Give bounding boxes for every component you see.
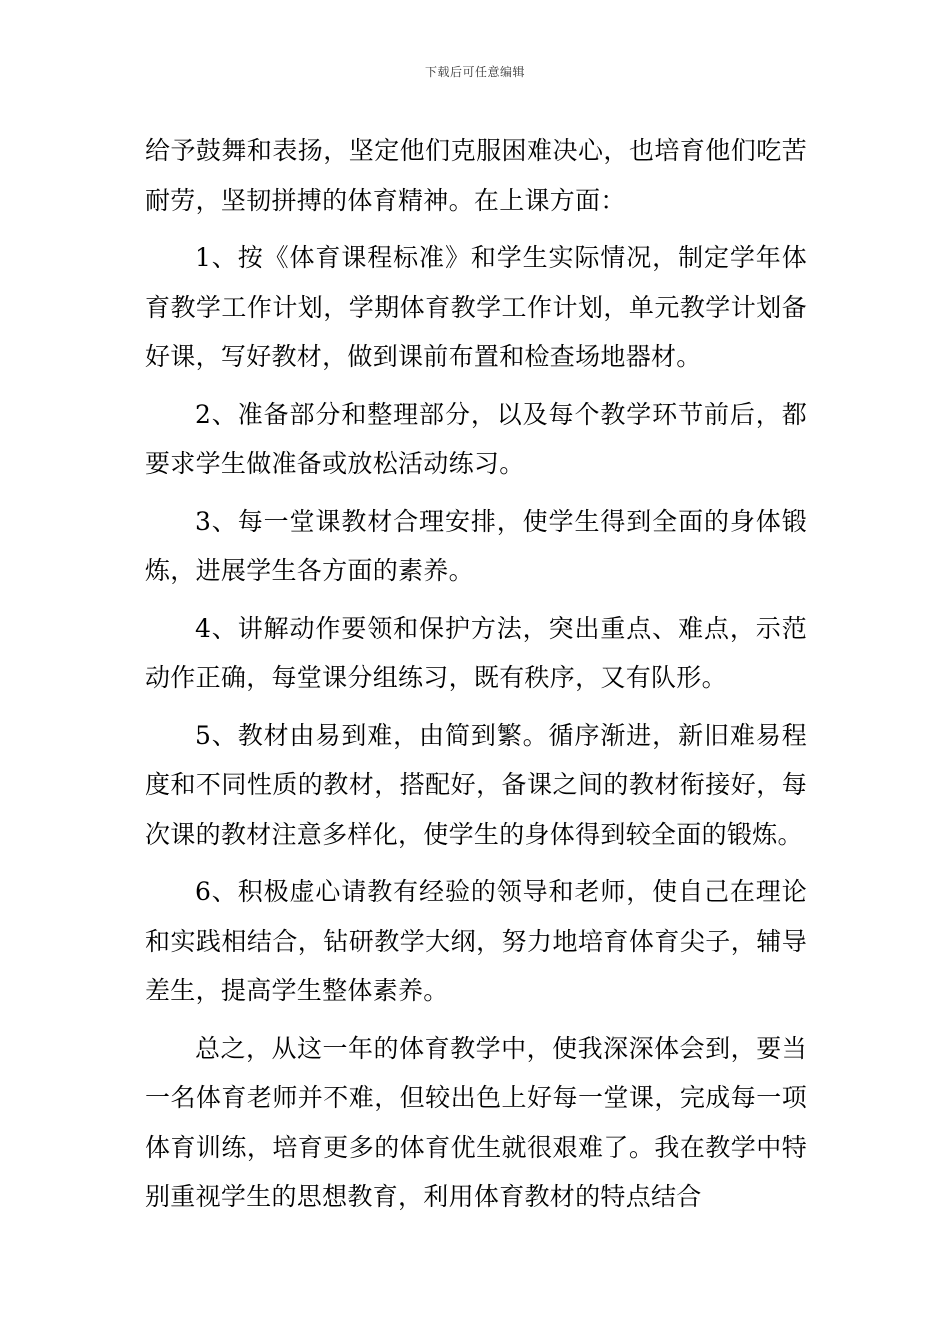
paragraph-continuation: 给予鼓舞和表扬，坚定他们克服困难决心，也培育他们吃苦耐劳，坚韧拼搏的体育精神。在上课方面： [145,136,807,215]
paragraph-item-2: 2、准备部分和整理部分，以及每个教学环节前后，都要求学生做准备或放松活动练习。 [145,399,807,478]
paragraph-item-6: 6、积极虚心请教有经验的领导和老师，使自己在理论和实践相结合，钻研教学大纲，努力地培育体育尖子，辅导差生，提高学生整体素养。 [145,877,807,1005]
paragraph-item-5: 5、教材由易到难，由简到繁。循序渐进，新旧难易程度和不同性质的教材，搭配好，备课之间的教材衔接好，每次课的教材注意多样化，使学生的身体得到较全面的锻炼。 [145,720,807,849]
paragraph-summary: 总之，从这一年的体育教学中，使我深深体会到，要当一名体育老师并不难，但较出色上好每一堂课，完成每一项体育训练，培育更多的体育优生就很艰难了。我在教学中特别重视学生的思想教育，利用体育教材的特点结合 [145,1033,807,1211]
paragraph-item-3: 3、每一堂课教材合理安排，使学生得到全面的身体锻炼，进展学生各方面的素养。 [145,506,807,585]
page-header-note: 下载后可任意编辑 [424,65,525,79]
paragraph-item-4: 4、讲解动作要领和保护方法，突出重点、难点，示范动作正确，每堂课分组练习，既有秩序，又有队形。 [145,613,807,692]
document-body [145,126,807,1230]
paragraph-item-1: 1、按《体育课程标准》和学生实际情况，制定学年体育教学工作计划，学期体育教学工作计划，单元教学计划备好课，写好教材，做到课前布置和检查场地器材。 [145,243,807,371]
